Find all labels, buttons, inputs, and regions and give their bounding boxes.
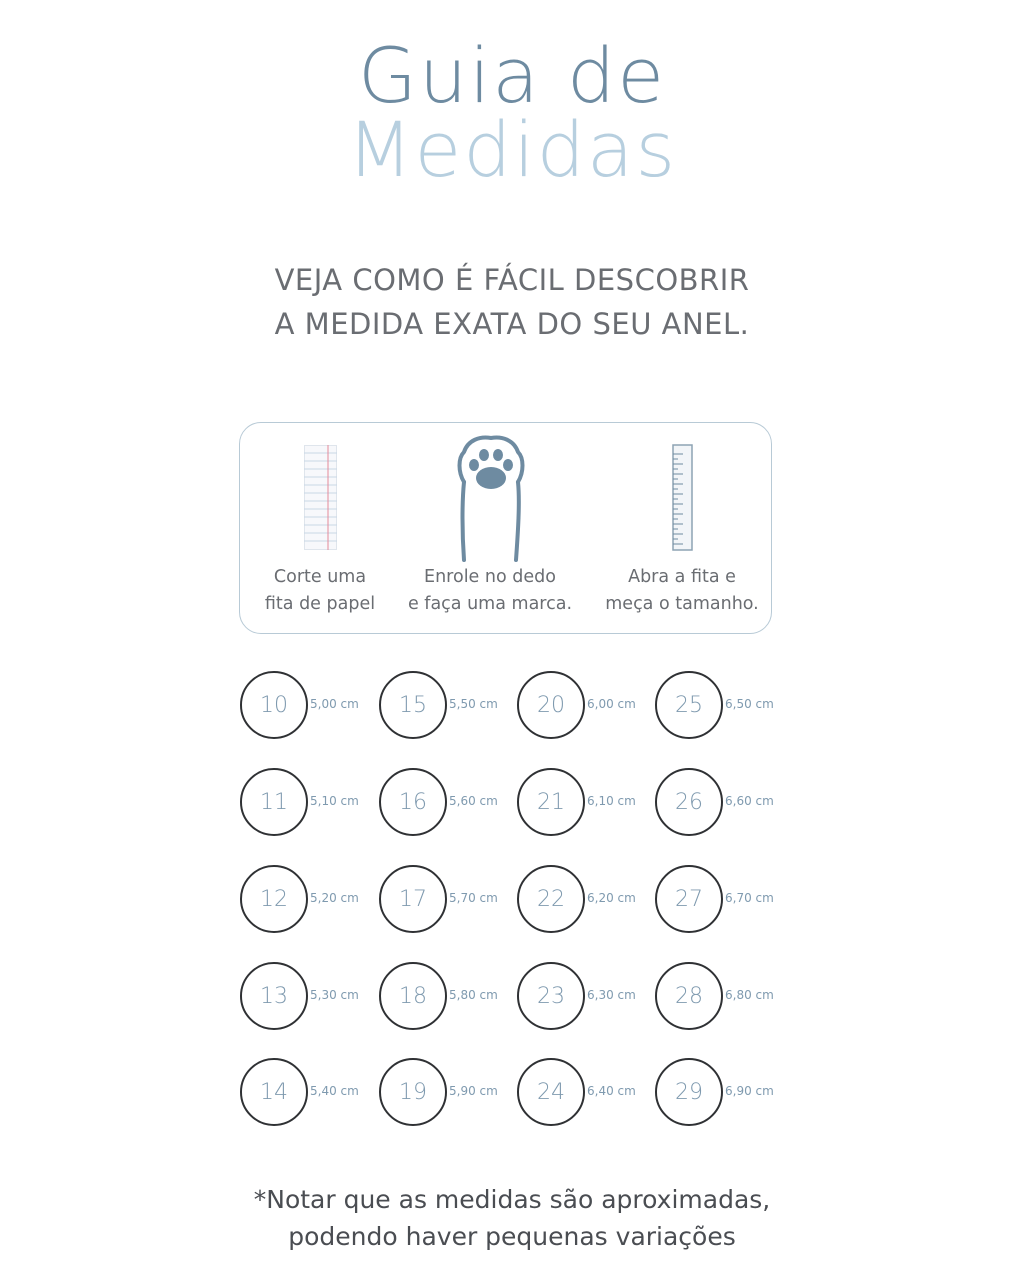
size-number: 20 [517, 671, 585, 739]
step-2-label [390, 564, 590, 618]
size-cm: 5,70 cm [449, 891, 498, 905]
size-cm: 5,40 cm [310, 1084, 359, 1098]
size-number: 19 [379, 1058, 447, 1126]
size-item [379, 671, 514, 741]
size-cm: 6,10 cm [587, 794, 636, 808]
size-number: 14 [240, 1058, 308, 1126]
step-1-line1: Corte uma [273, 567, 367, 587]
size-item [517, 768, 652, 838]
size-number: 23 [517, 962, 585, 1030]
ruler-icon [672, 444, 694, 556]
size-number: 13 [240, 962, 308, 1030]
size-number: 11 [240, 768, 308, 836]
note-line1: *Notar que as medidas são aproximadas, [253, 1185, 771, 1214]
step-2-line2: e faça uma marca. [407, 594, 573, 614]
size-cm: 6,90 cm [725, 1084, 774, 1098]
size-number: 29 [655, 1058, 723, 1126]
size-item [517, 865, 652, 935]
size-item [655, 671, 790, 741]
size-item [240, 1058, 375, 1128]
paper-strip-icon [304, 445, 338, 555]
size-item [517, 1058, 652, 1128]
size-cm: 6,70 cm [725, 891, 774, 905]
size-cm: 5,00 cm [310, 697, 359, 711]
page-title-line2: Medidas [346, 105, 678, 194]
paw-finger-icon [452, 432, 530, 568]
size-item [655, 962, 790, 1032]
size-number: 21 [517, 768, 585, 836]
size-number: 10 [240, 671, 308, 739]
size-cm: 6,50 cm [725, 697, 774, 711]
size-number: 28 [655, 962, 723, 1030]
size-cm: 6,00 cm [587, 697, 636, 711]
size-item [240, 962, 375, 1032]
note-line2: podendo haver pequenas variações [288, 1222, 736, 1251]
subtitle-line1: VEJA COMO É FÁCIL DESCOBRIR [274, 263, 750, 297]
size-cm: 5,60 cm [449, 794, 498, 808]
step-3-label [582, 564, 782, 618]
size-item [517, 671, 652, 741]
size-item [379, 1058, 514, 1128]
page-title-line1: Guia de [358, 31, 666, 120]
size-number: 12 [240, 865, 308, 933]
size-item [655, 865, 790, 935]
size-item [379, 768, 514, 838]
size-cm: 6,60 cm [725, 794, 774, 808]
size-cm: 6,30 cm [587, 988, 636, 1002]
size-number: 16 [379, 768, 447, 836]
step-2-line1: Enrole no dedo [424, 567, 556, 587]
size-number: 17 [379, 865, 447, 933]
size-cm: 5,80 cm [449, 988, 498, 1002]
step-3-line2: meça o tamanho. [605, 594, 759, 614]
step-1-line2: fita de papel [264, 594, 376, 614]
size-cm: 5,50 cm [449, 697, 498, 711]
size-number: 26 [655, 768, 723, 836]
size-number: 24 [517, 1058, 585, 1126]
size-item [517, 962, 652, 1032]
size-cm: 6,40 cm [587, 1084, 636, 1098]
size-cm: 5,90 cm [449, 1084, 498, 1098]
size-cm: 5,10 cm [310, 794, 359, 808]
size-number: 25 [655, 671, 723, 739]
size-number: 22 [517, 865, 585, 933]
size-cm: 5,20 cm [310, 891, 359, 905]
size-number: 18 [379, 962, 447, 1030]
size-number: 15 [379, 671, 447, 739]
size-item [655, 768, 790, 838]
size-cm: 5,30 cm [310, 988, 359, 1002]
step-3-line1: Abra a fita e [628, 567, 736, 587]
size-cm: 6,20 cm [587, 891, 636, 905]
subtitle-line2: A MEDIDA EXATA DO SEU ANEL. [274, 307, 750, 341]
size-item [240, 671, 375, 741]
size-item [655, 1058, 790, 1128]
size-item [379, 865, 514, 935]
size-item [240, 768, 375, 838]
size-cm: 6,80 cm [725, 988, 774, 1002]
size-item [379, 962, 514, 1032]
size-item [240, 865, 375, 935]
size-number: 27 [655, 865, 723, 933]
